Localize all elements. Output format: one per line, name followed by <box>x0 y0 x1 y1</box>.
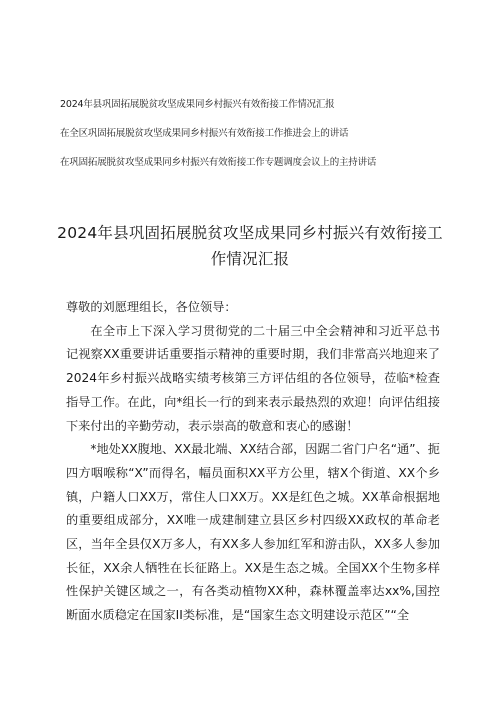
toc-item[interactable]: 在全区巩固拓展脱贫攻坚成果同乡村振兴有效衔接工作推进会上的讲话 <box>60 128 349 139</box>
table-of-contents <box>60 98 460 185</box>
salutation: 尊敬的刘愿理组长，各位领导： <box>66 300 237 314</box>
document-title <box>40 220 460 272</box>
document-title-line-1: 2024年县巩固拓展脱贫攻坚成果同乡村振兴有效衔接工 <box>57 224 443 242</box>
document-body <box>66 296 440 628</box>
toc-item[interactable]: 2024年县巩固拓展脱贫攻坚成果同乡村振兴有效衔接工作情况汇报 <box>60 99 335 110</box>
document-title-line-2: 作情况汇报 <box>210 250 290 268</box>
paragraph: 在全市上下深入学习贯彻党的二十届三中全会精神和习近平总书记视察XX重要讲话重要指示精神的重要时期，我们非常高兴地迎来了2024年乡村振兴战略实绩考核第三方评估组的各位领导，莅临*检查指导工作。在此，向*组长一行的到来表示最热烈的欢迎！向评估组接下来付出的辛勤劳动，表示崇高的敬意和衷心的感谢！ <box>66 323 440 433</box>
toc-item[interactable]: 在巩固拓展脱贫攻坚成果同乡村振兴有效衔接工作专题调度会议上的主持讲话 <box>60 157 377 168</box>
paragraph: *地处XX腹地、XX最北端、XX结合部，因踞二省门户名“通”、扼四方咽喉称“X”而得名，幅员面积XX平方公里，辖X个街道、XX个乡镇，户籍人口XX万，常住人口XX万。XX是红色之城。XX革命根据地的重要组成部分，XX唯一成建制建立县区乡村四级XX政权的革命老区，当年全县仅X万多人，有XX多人参加红军和游击队，XX多人参加长征，XX余人牺牲在长征路上。XX是生态之城。全国XX个生物多样性保护关键区域之一，有各类动植物XX种，森林覆盖率达xx%,国控断面水质稳定在国家II类标准，是“国家生态文明建设示范区”“全 <box>66 442 440 623</box>
